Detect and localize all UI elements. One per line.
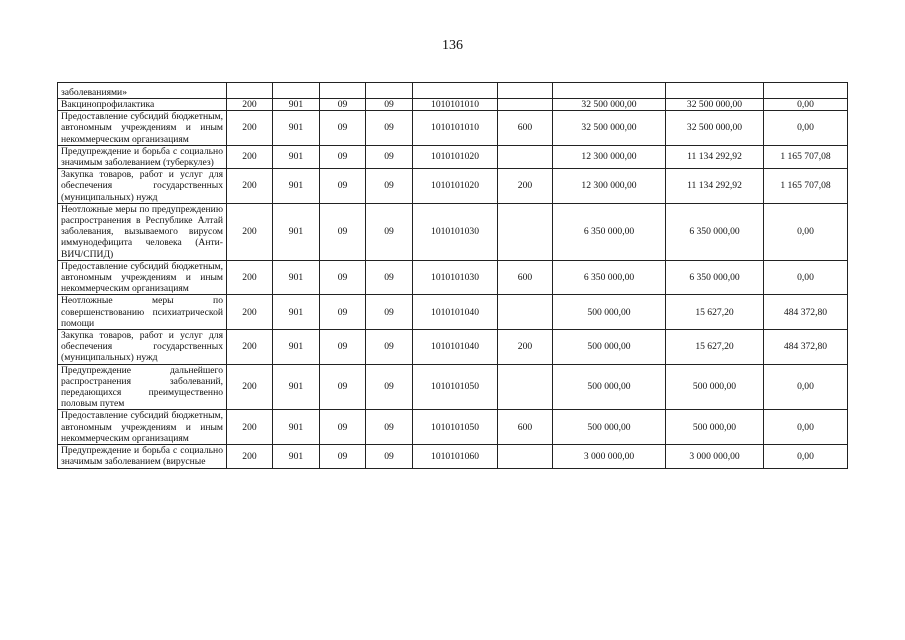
cell-value-3: 0,00	[764, 203, 848, 260]
cell-code-1	[227, 83, 273, 99]
row-name: Закупка товаров, работ и услуг для обеспечения государственных (муниципальных) нужд	[58, 330, 227, 365]
cell-value-2: 15 627,20	[666, 295, 764, 330]
cell-code-4: 09	[366, 410, 413, 445]
table-row	[58, 145, 848, 168]
cell-value-2: 3 000 000,00	[666, 445, 764, 468]
cell-code-6	[498, 364, 553, 410]
cell-code-2: 901	[273, 410, 320, 445]
cell-value-1: 12 300 000,00	[553, 169, 666, 204]
row-name: Предоставление субсидий бюджетным, автономным учреждениям и иным некоммерческим организациям	[58, 111, 227, 146]
cell-value-3: 484 372,80	[764, 330, 848, 365]
cell-code-1: 200	[227, 99, 273, 111]
cell-code-4: 09	[366, 145, 413, 168]
cell-code-2: 901	[273, 330, 320, 365]
cell-code-4	[366, 83, 413, 99]
cell-code-4: 09	[366, 445, 413, 468]
cell-code-3: 09	[320, 295, 366, 330]
row-name: Закупка товаров, работ и услуг для обеспечения государственных (муниципальных) нужд	[58, 169, 227, 204]
cell-code-2	[273, 83, 320, 99]
cell-value-2	[666, 83, 764, 99]
cell-value-3	[764, 83, 848, 99]
cell-code-6	[498, 445, 553, 468]
row-name: Предупреждение и борьба с социально значимым заболеванием (вирусные	[58, 445, 227, 468]
cell-code-6	[498, 145, 553, 168]
cell-code-2: 901	[273, 203, 320, 260]
cell-code-1: 200	[227, 145, 273, 168]
cell-value-2: 32 500 000,00	[666, 111, 764, 146]
cell-code-4: 09	[366, 111, 413, 146]
table-row	[58, 111, 848, 146]
cell-value-1: 32 500 000,00	[553, 99, 666, 111]
table-row	[58, 169, 848, 204]
row-name: Неотложные меры по предупреждению распространения в Республике Алтай заболевания, вызываемого вирусом иммунодефицита человека (Анти-ВИЧ/СПИД)	[58, 203, 227, 260]
cell-code-3: 09	[320, 410, 366, 445]
row-name: заболеваниями»	[58, 83, 227, 99]
cell-code-3: 09	[320, 260, 366, 295]
budget-table	[57, 82, 848, 469]
cell-value-1	[553, 83, 666, 99]
cell-value-2: 6 350 000,00	[666, 203, 764, 260]
cell-code-1: 200	[227, 260, 273, 295]
cell-value-2: 15 627,20	[666, 330, 764, 365]
cell-value-2: 11 134 292,92	[666, 145, 764, 168]
row-name: Вакцинопрофилактика	[58, 99, 227, 111]
cell-value-3: 1 165 707,08	[764, 145, 848, 168]
cell-value-3: 484 372,80	[764, 295, 848, 330]
cell-value-1: 12 300 000,00	[553, 145, 666, 168]
cell-value-2: 6 350 000,00	[666, 260, 764, 295]
cell-value-1: 6 350 000,00	[553, 260, 666, 295]
cell-code-4: 09	[366, 169, 413, 204]
cell-value-3: 0,00	[764, 445, 848, 468]
table-row	[58, 203, 848, 260]
cell-code-6: 200	[498, 169, 553, 204]
cell-code-2: 901	[273, 111, 320, 146]
cell-value-3: 0,00	[764, 111, 848, 146]
table-row	[58, 83, 848, 99]
cell-code-6: 600	[498, 260, 553, 295]
cell-code-3: 09	[320, 99, 366, 111]
cell-code-1: 200	[227, 203, 273, 260]
table-row	[58, 410, 848, 445]
cell-value-1: 32 500 000,00	[553, 111, 666, 146]
cell-value-3: 0,00	[764, 410, 848, 445]
table-row	[58, 260, 848, 295]
cell-code-1: 200	[227, 330, 273, 365]
row-name: Предупреждение дальнейшего распространения заболеваний, передающихся преимущественно половым путем	[58, 364, 227, 410]
cell-value-2: 500 000,00	[666, 364, 764, 410]
cell-code-3: 09	[320, 169, 366, 204]
cell-code-6	[498, 295, 553, 330]
row-name: Неотложные меры по совершенствованию психиатрической помощи	[58, 295, 227, 330]
cell-code-5: 1010101050	[413, 410, 498, 445]
cell-code-3: 09	[320, 445, 366, 468]
cell-code-4: 09	[366, 330, 413, 365]
cell-code-5: 1010101010	[413, 99, 498, 111]
cell-code-2: 901	[273, 145, 320, 168]
cell-code-5: 1010101010	[413, 111, 498, 146]
cell-code-5: 1010101030	[413, 260, 498, 295]
cell-code-3: 09	[320, 330, 366, 365]
cell-value-2: 500 000,00	[666, 410, 764, 445]
table-row	[58, 364, 848, 410]
cell-code-5: 1010101040	[413, 330, 498, 365]
cell-value-1: 500 000,00	[553, 364, 666, 410]
cell-code-1: 200	[227, 364, 273, 410]
row-name: Предупреждение и борьба с социально значимым заболеванием (туберкулез)	[58, 145, 227, 168]
cell-code-4: 09	[366, 99, 413, 111]
cell-code-1: 200	[227, 410, 273, 445]
cell-value-3: 0,00	[764, 260, 848, 295]
table-row	[58, 330, 848, 365]
cell-code-6: 600	[498, 111, 553, 146]
cell-code-5	[413, 83, 498, 99]
table-row	[58, 295, 848, 330]
cell-code-3	[320, 83, 366, 99]
cell-code-6	[498, 203, 553, 260]
cell-value-1: 500 000,00	[553, 410, 666, 445]
cell-code-2: 901	[273, 169, 320, 204]
cell-code-3: 09	[320, 364, 366, 410]
cell-code-5: 1010101050	[413, 364, 498, 410]
cell-code-1: 200	[227, 111, 273, 146]
cell-code-4: 09	[366, 260, 413, 295]
cell-code-6	[498, 83, 553, 99]
cell-code-2: 901	[273, 260, 320, 295]
cell-value-3: 0,00	[764, 364, 848, 410]
cell-code-5: 1010101040	[413, 295, 498, 330]
cell-value-1: 3 000 000,00	[553, 445, 666, 468]
cell-code-5: 1010101030	[413, 203, 498, 260]
cell-code-6	[498, 99, 553, 111]
cell-value-2: 11 134 292,92	[666, 169, 764, 204]
cell-value-1: 500 000,00	[553, 330, 666, 365]
row-name: Предоставление субсидий бюджетным, автономным учреждениям и иным некоммерческим организациям	[58, 260, 227, 295]
cell-code-6: 200	[498, 330, 553, 365]
cell-code-1: 200	[227, 295, 273, 330]
cell-value-2: 32 500 000,00	[666, 99, 764, 111]
cell-value-1: 500 000,00	[553, 295, 666, 330]
cell-code-1: 200	[227, 445, 273, 468]
cell-code-5: 1010101060	[413, 445, 498, 468]
cell-code-3: 09	[320, 111, 366, 146]
cell-code-2: 901	[273, 445, 320, 468]
cell-code-5: 1010101020	[413, 145, 498, 168]
cell-code-3: 09	[320, 145, 366, 168]
cell-value-3: 0,00	[764, 99, 848, 111]
table-row	[58, 445, 848, 468]
cell-code-2: 901	[273, 295, 320, 330]
cell-code-4: 09	[366, 295, 413, 330]
cell-code-2: 901	[273, 364, 320, 410]
cell-code-1: 200	[227, 169, 273, 204]
cell-code-2: 901	[273, 99, 320, 111]
table-row	[58, 99, 848, 111]
cell-code-6: 600	[498, 410, 553, 445]
cell-code-3: 09	[320, 203, 366, 260]
cell-value-3: 1 165 707,08	[764, 169, 848, 204]
cell-code-5: 1010101020	[413, 169, 498, 204]
page-number: 136	[442, 38, 463, 53]
row-name: Предоставление субсидий бюджетным, автономным учреждениям и иным некоммерческим организациям	[58, 410, 227, 445]
cell-code-4: 09	[366, 203, 413, 260]
cell-value-1: 6 350 000,00	[553, 203, 666, 260]
cell-code-4: 09	[366, 364, 413, 410]
